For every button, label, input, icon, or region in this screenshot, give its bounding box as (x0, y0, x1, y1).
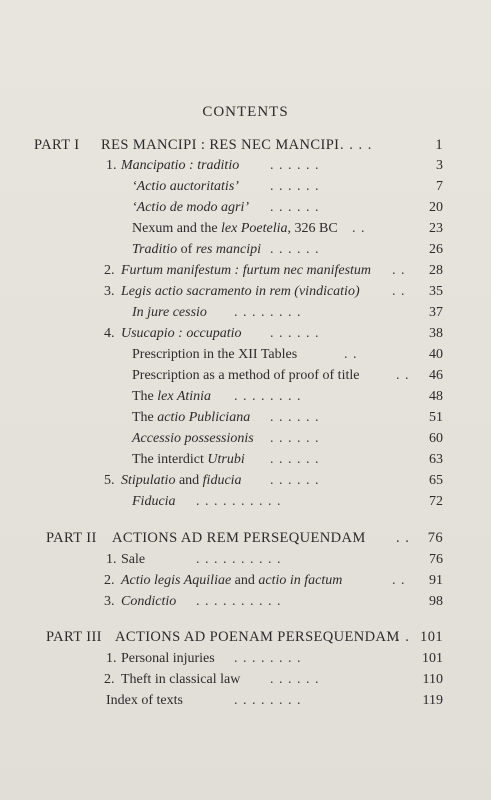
part-label: PART II (46, 530, 97, 546)
page-number: 23 (429, 221, 443, 236)
leader-dots: . . (344, 347, 358, 362)
entry-title: Furtum manifestum : furtum nec manifestum (121, 263, 372, 278)
leader-dots: . . . . . . . . (234, 651, 302, 666)
entry-title-part: and (231, 573, 259, 588)
toc-entry (0, 492, 491, 512)
page-number: 20 (429, 200, 443, 215)
part-title: RES MANCIPI : RES NEC MANCIPI (101, 137, 340, 153)
entry-title: Prescription in the XII Tables (132, 347, 298, 362)
toc-entry (0, 282, 491, 302)
toc-entry (0, 550, 491, 570)
leader-dots: . . (396, 629, 410, 645)
entry-number: 2. (104, 672, 115, 687)
entry-number: 1. (106, 552, 117, 567)
toc-entry (0, 649, 491, 669)
page-number: 7 (436, 179, 443, 194)
leader-dots: . . . . . . (270, 179, 320, 194)
page-number: 48 (429, 389, 443, 404)
entry-title: ‘Actio auctoritatis’ (132, 179, 239, 194)
leader-dots: . . . . . . (270, 326, 320, 341)
leader-dots: . . (352, 221, 366, 236)
entry-number: 2. (104, 573, 115, 588)
entry-number: 2. (104, 263, 115, 278)
leader-dots: . . . . . . (270, 473, 320, 488)
page-number: 38 (429, 326, 443, 341)
page-number: 63 (429, 452, 443, 467)
entry-title: In jure cessio (132, 305, 207, 320)
entry-title (132, 240, 261, 260)
entry-title: Condictio (121, 594, 177, 609)
entry-title-part: actio in factum (258, 573, 343, 588)
leader-dots: . . . . . . . . . . (196, 494, 282, 509)
leader-dots: . . . . . . . . . . (196, 594, 282, 609)
entry-title: Mancipatio : traditio (121, 158, 240, 173)
leader-dots: . . . . . . . . (234, 389, 302, 404)
leader-dots: . . . . . . (270, 452, 320, 467)
leader-dots: . . . . . . (270, 158, 320, 173)
entry-title-part: fiducia (202, 473, 242, 488)
entry-title (132, 408, 250, 428)
leader-dots: . . . . . . (270, 200, 320, 215)
entry-title-part: and (175, 473, 203, 488)
leader-dots: . . . . . . . . . . (196, 552, 282, 567)
entry-title-part: Traditio (132, 242, 178, 257)
entry-title (121, 571, 342, 591)
entry-title: Usucapio : occupatio (121, 326, 242, 341)
toc-entry (0, 429, 491, 449)
leader-dots: . . . . . . . . (234, 305, 302, 320)
toc-part-row (0, 627, 491, 647)
toc-part-row (0, 135, 491, 155)
page-number: 65 (429, 473, 443, 488)
entry-title: Sale (121, 552, 146, 567)
entry-number: 3. (104, 284, 115, 299)
entry-number: 5. (104, 473, 115, 488)
entry-title (121, 471, 242, 491)
page-number: 51 (429, 410, 443, 425)
entry-title-part: Utrubi (207, 452, 245, 467)
toc-entry (0, 408, 491, 428)
page-number: 28 (429, 263, 443, 278)
entry-title: Legis actio sacramento in rem (vindicatio) (121, 284, 360, 299)
page-number: 3 (436, 158, 443, 173)
toc-entry (0, 471, 491, 491)
entry-title-part: Actio legis Aquiliae (121, 573, 232, 588)
toc-entry (0, 156, 491, 176)
entry-title-part: lex Atinia (157, 389, 212, 404)
toc-entry (0, 387, 491, 407)
page-number: 91 (429, 573, 443, 588)
page-number: 60 (429, 431, 443, 446)
page-number: 72 (429, 494, 443, 509)
leader-dots: . . . . . . . . (234, 693, 302, 708)
entry-title-part: The (132, 389, 158, 404)
entry-title-part: Stipulatio (121, 473, 176, 488)
toc-entry (0, 592, 491, 612)
page-number: 98 (429, 594, 443, 609)
page-number: 40 (429, 347, 443, 362)
leader-dots: . . (396, 368, 410, 383)
page-number: 35 (429, 284, 443, 299)
toc-entry (0, 571, 491, 591)
toc-entry (0, 450, 491, 470)
toc-entry (0, 670, 491, 690)
leader-dots: . . (392, 284, 406, 299)
toc-entry (0, 324, 491, 344)
toc-entry (0, 345, 491, 365)
leader-dots: . . . . . . (270, 242, 320, 257)
page-number: 46 (429, 368, 443, 383)
part-label: PART III (46, 629, 102, 645)
page-number: 110 (422, 672, 443, 687)
page-number: 76 (429, 552, 443, 567)
entry-title (132, 219, 338, 239)
page-number: 26 (429, 242, 443, 257)
toc-entry (0, 219, 491, 239)
page-number: 76 (427, 530, 443, 546)
leader-dots: . . . . . . (270, 672, 320, 687)
page-number: 37 (429, 305, 443, 320)
leader-dots: . . . . . . (270, 431, 320, 446)
page-number: 119 (422, 693, 443, 708)
entry-title: Personal injuries (121, 651, 215, 666)
entry-title-part: of (177, 242, 196, 257)
entry-number: 4. (104, 326, 115, 341)
part-title: ACTIONS AD POENAM PERSEQUENDAM (115, 629, 400, 645)
entry-title: Accessio possessionis (132, 431, 254, 446)
leader-dots: . . . . (340, 137, 373, 153)
part-title: ACTIONS AD REM PERSEQUENDAM (112, 530, 366, 546)
page-number: 1 (435, 137, 443, 153)
entry-title (132, 387, 211, 407)
part-label: PART I (34, 137, 80, 153)
entry-title-part: The interdict (132, 452, 208, 467)
toc-entry (0, 177, 491, 197)
entry-title: Prescription as a method of proof of title (132, 368, 360, 383)
entry-title-part: res mancipi (195, 242, 262, 257)
entry-number: 1. (106, 158, 117, 173)
entry-title: Fiducia (132, 494, 176, 509)
entry-title: Index of texts (106, 693, 183, 708)
toc-entry (0, 240, 491, 260)
leader-dots: . . (392, 263, 406, 278)
entry-title-part: lex Poetelia (221, 221, 288, 236)
toc-entry (0, 366, 491, 386)
page-number: 101 (420, 629, 443, 645)
toc-entry (0, 198, 491, 218)
entry-number: 1. (106, 651, 117, 666)
leader-dots: . . (396, 530, 410, 546)
entry-title: ‘Actio de modo agri’ (132, 200, 250, 215)
entry-title-part: , 326 BC (287, 221, 338, 236)
leader-dots: . . (392, 573, 406, 588)
entry-title-part: actio Publiciana (157, 410, 251, 425)
entry-number: 3. (104, 594, 115, 609)
entry-title-part: Nexum and the (132, 221, 222, 236)
entry-title (132, 450, 245, 470)
page-title: CONTENTS (202, 104, 289, 120)
toc-entry (0, 303, 491, 323)
toc-part-row (0, 528, 491, 548)
entry-title: Theft in classical law (121, 672, 241, 687)
toc-entry (0, 691, 491, 711)
entry-title-part: The (132, 410, 158, 425)
toc-entry (0, 261, 491, 281)
leader-dots: . . . . . . (270, 410, 320, 425)
page-number: 101 (422, 651, 443, 666)
